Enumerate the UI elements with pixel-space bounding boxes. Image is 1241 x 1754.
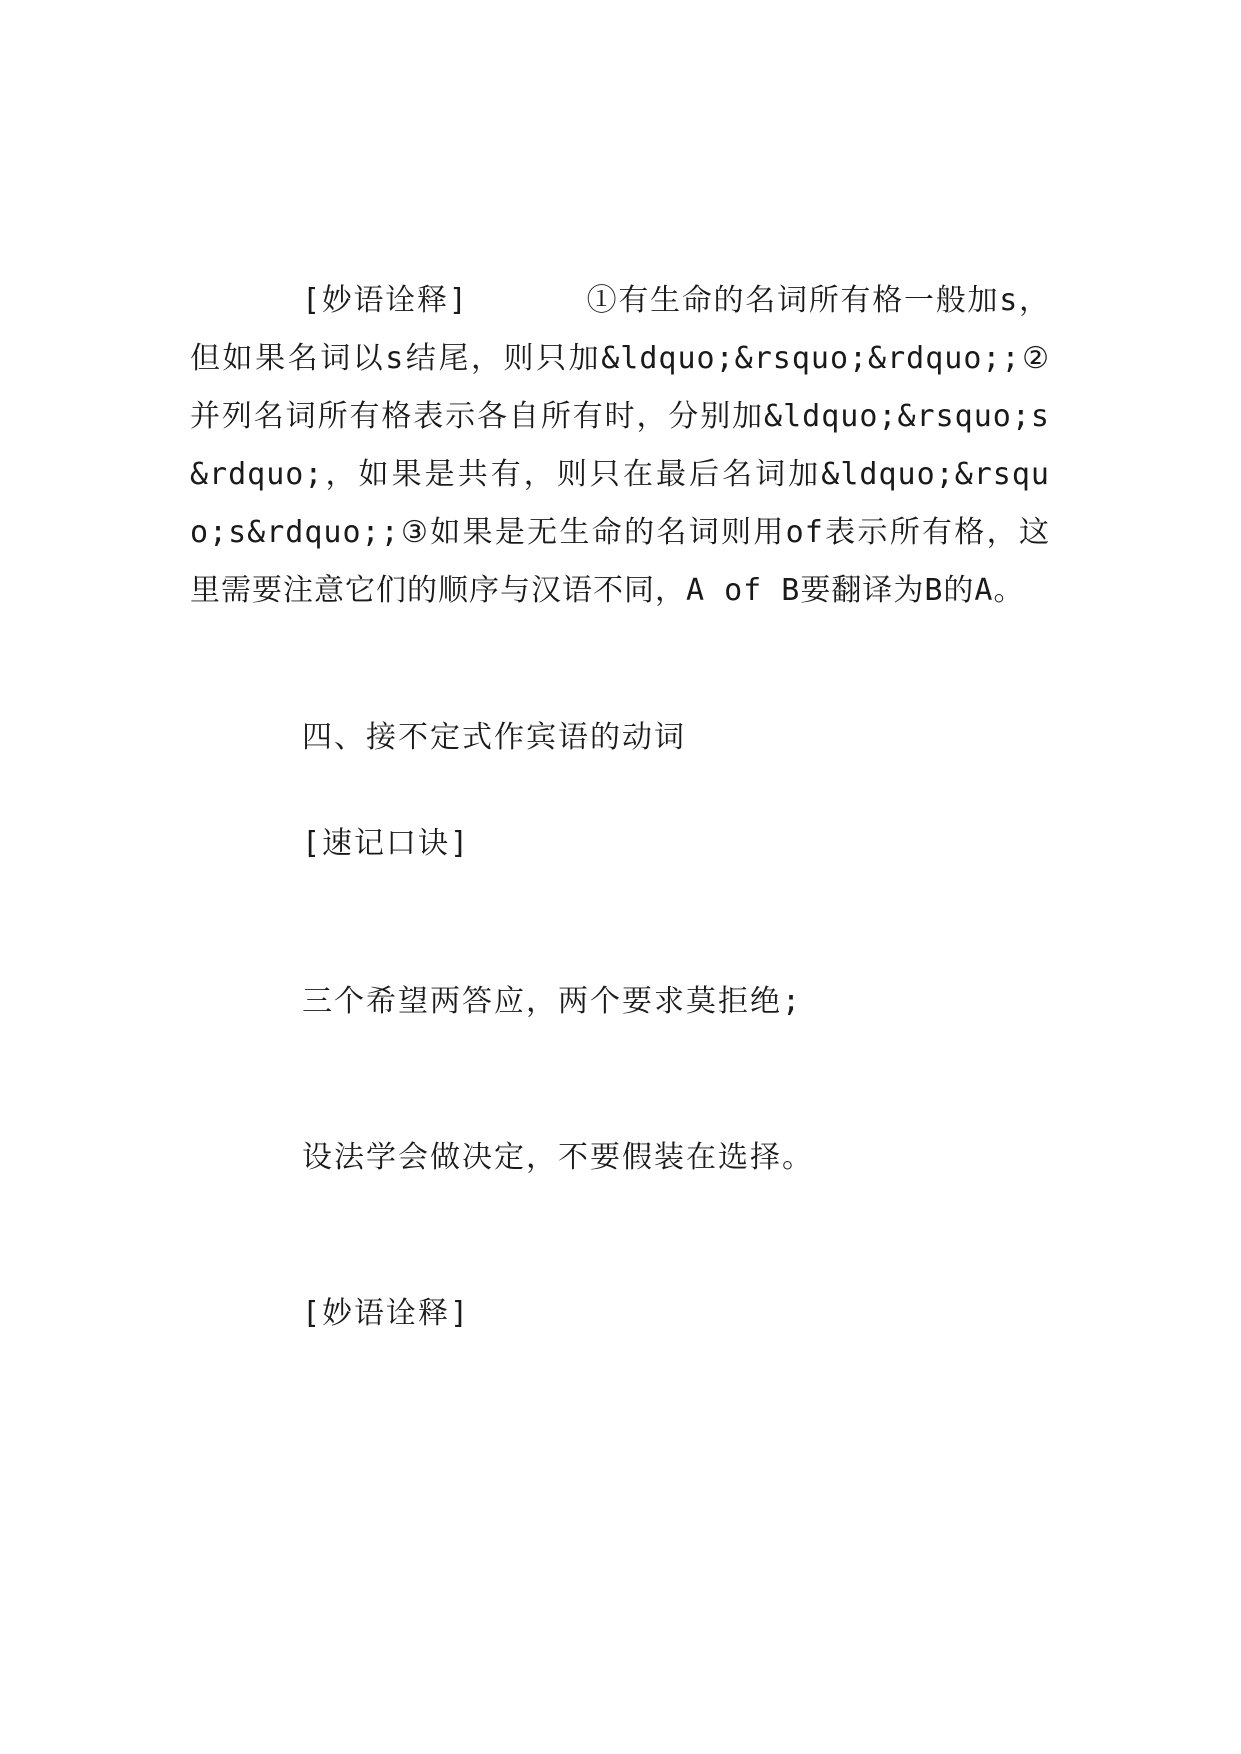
- explanation-body-text: ①有生命的名词所有格一般加s，但如果名词以s结尾，则只加&ldquo;&rsquo;&rdquo;;②并列名词所有格表示各自所有时，分别加&ldquo;&rsquo;s&rdquo;，如果是共有，则只在最后名词加&ldquo;&rsquo;s&rdquo;;③如果是无生命的名词则用of表示所有格，这里需要注意它们的顺序与汉语不同，A of B要翻译为B的A。: [190, 283, 1050, 608]
- explanation-label: [妙语诠释]: [302, 1296, 471, 1331]
- explanation-lead-label: [妙语诠释]: [302, 283, 468, 318]
- mnemonic-label: [速记口诀]: [302, 826, 471, 861]
- explanation-paragraph: [190, 272, 1050, 620]
- mnemonic-line-2: 设法学会做决定，不要假装在选择。: [302, 1140, 814, 1175]
- mnemonic-line-1: 三个希望两答应，两个要求莫拒绝;: [302, 984, 803, 1019]
- section-heading: 四、接不定式作宾语的动词: [302, 720, 686, 755]
